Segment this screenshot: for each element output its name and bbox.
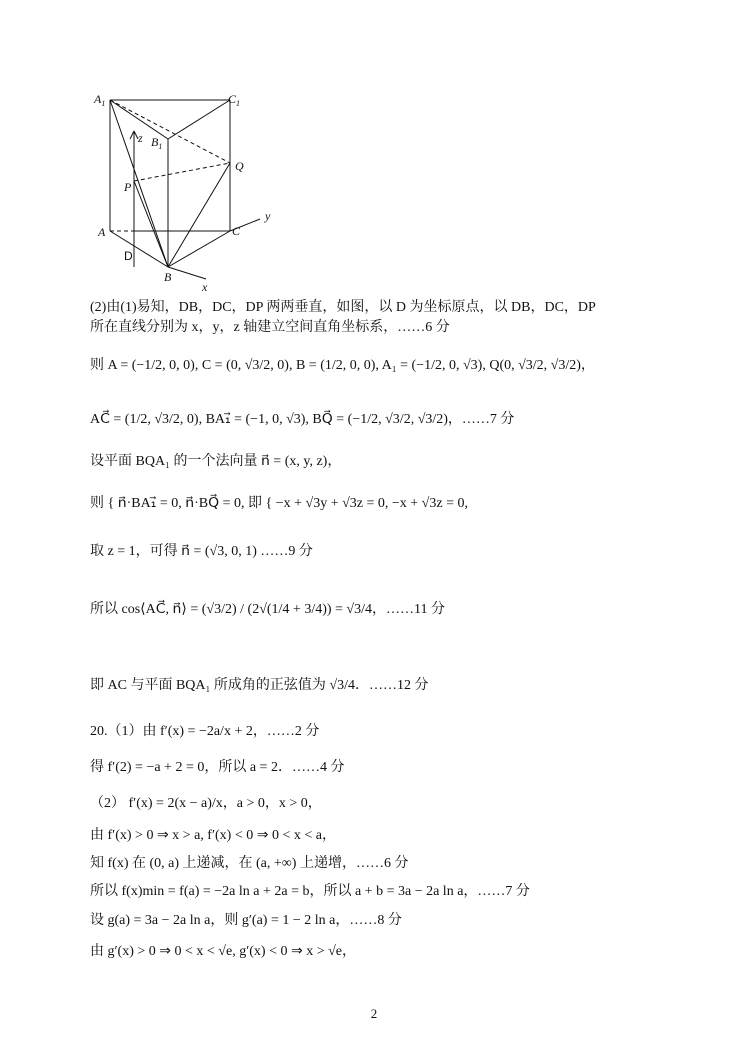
prism-diagram	[88, 85, 288, 295]
text-line-1: (2)由(1)易知，DB，DC，DP 两两垂直，如图，以 D 为坐标原点，以 DB，DC，DP	[90, 300, 596, 315]
text-line-17: 由 g′(x) > 0 ⇒ 0 < x < √e, g′(x) < 0 ⇒ x > √e，	[90, 944, 357, 959]
label-z: z	[138, 131, 143, 145]
text-line-4: AC⃗ = (1/2, √3/2, 0), BA₁⃗ = (−1, 0, √3), BQ⃗ = (−1/2, √3/2, √3/2)，……7 分	[90, 412, 515, 427]
text-line-15: 所以 f(x)min = f(a) = −2a ln a + 2a = b，所以 a + b = 3a − 2a ln a，……7 分	[90, 884, 530, 899]
label-c: C	[232, 224, 241, 238]
label-d: D	[124, 249, 133, 263]
text-line-16: 设 g(a) = 3a − 2a ln a，则 g′(a) = 1 − 2 ln a，……8 分	[90, 913, 402, 928]
text-line-2: 所在直线分别为 x，y，z 轴建立空间直角坐标系，……6 分	[90, 320, 450, 335]
text-line-8: 所以 cos⟨AC⃗, n⃗⟩ = (√3/2) / (2√(1/4 + 3/4)) = √3/4，……11 分	[90, 602, 445, 617]
text-line-9: 即 AC 与平面 BQA₁ 所成角的正弦值为 √3/4．……12 分	[90, 678, 429, 693]
text-line-6: 则 { n⃗·BA₁⃗ = 0, n⃗·BQ⃗ = 0, 即 { −x + √3y + √3z = 0, −x + √3z = 0,	[90, 496, 468, 511]
text-line-3: 则 A = (−1/2, 0, 0), C = (0, √3/2, 0), B = (1/2, 0, 0), A₁ = (−1/2, 0, √3), Q(0, √3/2, √3/2)，	[90, 358, 595, 373]
label-c1: $C_1$	[228, 92, 241, 108]
text-line-10: 20.（1）由 f′(x) = −2a/x + 2，……2 分	[90, 724, 320, 739]
label-a1: $A_1$	[94, 92, 106, 108]
label-q: Q	[235, 159, 244, 173]
label-b1: $B_1$	[151, 135, 163, 151]
text-line-11: 得 f′(2) = −a + 2 = 0，所以 a = 2．……4 分	[90, 760, 345, 775]
label-b: B	[164, 270, 172, 284]
text-line-14: 知 f(x) 在 (0, a) 上递减，在 (a, +∞) 上递增，……6 分	[90, 856, 409, 871]
text-line-12: （2） f′(x) = 2(x − a)/x，a > 0，x > 0，	[90, 796, 322, 811]
prism-figure	[88, 85, 288, 295]
text-line-5: 设平面 BQA₁ 的一个法向量 n⃗ = (x, y, z)，	[90, 454, 342, 469]
label-y: y	[265, 209, 271, 223]
label-x: x	[202, 280, 208, 294]
page-number: 2	[370, 1006, 378, 1021]
text-line-7: 取 z = 1，可得 n⃗ = (√3, 0, 1) ……9 分	[90, 544, 313, 559]
label-a: A	[98, 225, 106, 239]
label-p: P	[124, 180, 132, 194]
text-line-13: 由 f′(x) > 0 ⇒ x > a, f′(x) < 0 ⇒ 0 < x < a，	[90, 828, 336, 843]
